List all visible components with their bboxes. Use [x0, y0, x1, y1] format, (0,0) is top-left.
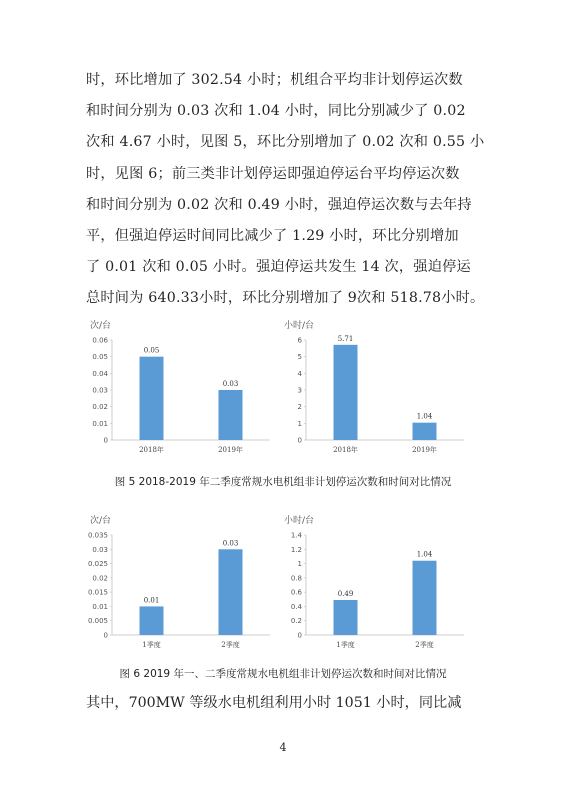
category-label: 2季度: [415, 641, 434, 649]
y-tick-label: 0.04: [92, 369, 108, 378]
chart-svg: [82, 513, 282, 663]
category-label: 2季度: [221, 641, 240, 649]
y-tick-label: 5: [297, 353, 302, 362]
y-tick-label: 6: [297, 336, 302, 345]
y-tick-label: 2: [297, 403, 302, 412]
unit-label: 小时/台: [284, 516, 315, 526]
data-label: 0.01: [143, 596, 160, 605]
chart-fig6-time: [276, 513, 476, 663]
figure6-caption: 图 6 2019 年一、二季度常规水电机组非计划停运次数和时间对比情况: [119, 668, 447, 680]
bar: [219, 549, 243, 635]
text-line: 总时间为 640.33小时，环比分别增加了 9次和 518.78小时。: [86, 290, 485, 307]
unit-label: 次/台: [90, 321, 112, 331]
category-label: 2018年: [139, 446, 164, 454]
y-tick-label: 0.01: [92, 419, 108, 428]
y-tick-label: 0.6: [290, 588, 302, 597]
chart-svg: [276, 318, 476, 468]
y-tick-label: 0.06: [92, 336, 108, 345]
bar: [334, 345, 358, 440]
y-tick-label: 0.03: [92, 386, 108, 395]
data-label: 0.05: [143, 346, 160, 355]
y-tick-label: 0.01: [92, 602, 108, 611]
text-line: 次和 4.67 小时，见图 5，环比分别增加了 0.02 次和 0.55 小: [86, 134, 485, 151]
y-tick-label: 0.8: [290, 574, 302, 583]
y-tick-label: 0.05: [92, 353, 108, 362]
bar: [140, 357, 164, 440]
page-number: 4: [279, 741, 287, 754]
y-tick-label: 0.03: [92, 545, 108, 554]
y-tick-label: 0.4: [290, 602, 302, 611]
y-tick-label: 0: [297, 436, 302, 445]
category-label: 1季度: [336, 641, 355, 649]
category-label: 2018年: [333, 446, 358, 454]
data-label: 1.04: [416, 550, 433, 559]
y-tick-label: 0: [297, 631, 302, 640]
bar: [413, 423, 437, 440]
chart-fig6-count: [82, 513, 282, 663]
y-tick-label: 3: [297, 386, 302, 395]
bar: [140, 606, 164, 635]
text-line: 和时间分别为 0.02 次和 0.49 小时，强迫停运次数与去年持: [86, 196, 472, 213]
unit-label: 小时/台: [284, 321, 315, 331]
body-paragraph: [86, 65, 486, 315]
bar: [219, 390, 243, 440]
text-line: 时，环比增加了 302.54 小时；机组合平均非计划停运次数: [86, 72, 463, 88]
text-line: 了 0.01 次和 0.05 小时。强迫停运共发生 14 次，强迫停运: [86, 259, 471, 276]
y-tick-label: 0.025: [87, 560, 108, 569]
y-tick-label: 0.02: [92, 574, 108, 583]
bar: [334, 600, 358, 635]
y-tick-label: 0.015: [87, 588, 108, 597]
y-tick-label: 0.035: [87, 531, 108, 540]
y-tick-label: 0.2: [290, 617, 302, 626]
data-label: 0.03: [222, 380, 239, 388]
y-tick-label: 0.02: [92, 403, 108, 412]
y-tick-label: 0: [103, 436, 108, 445]
data-label: 5.71: [337, 334, 354, 343]
y-tick-label: 1.4: [290, 531, 302, 540]
y-tick-label: 0.005: [87, 617, 108, 626]
figure5-caption: 图 5 2018-2019 年二季度常规水电机组非计划停运次数和时间对比情况: [114, 476, 452, 488]
category-label: 1季度: [142, 641, 161, 649]
y-tick-label: 1: [297, 560, 302, 569]
y-tick-label: 4: [297, 369, 302, 378]
chart-fig5-time: [276, 318, 476, 468]
text-line: 平，但强迫停运时间同比减少了 1.29 小时，环比分别增加: [86, 228, 459, 245]
y-tick-label: 1.2: [290, 545, 302, 554]
bar: [413, 561, 437, 635]
data-label: 0.49: [337, 590, 354, 598]
category-label: 2019年: [218, 446, 243, 454]
body-paragraph-end: 其中，700MW 等级水电机组利用小时 1051 小时，同比减: [86, 695, 462, 711]
y-tick-label: 1: [297, 419, 302, 428]
category-label: 2019年: [412, 446, 437, 454]
chart-fig5-count: [82, 318, 282, 468]
text-line: 时，见图 6；前三类非计划停运即强迫停运台平均停运次数: [86, 165, 460, 182]
chart-svg: [82, 318, 282, 468]
y-tick-label: 0: [103, 631, 108, 640]
chart-svg: [276, 513, 476, 663]
unit-label: 次/台: [90, 516, 112, 526]
data-label: 0.03: [222, 539, 239, 548]
data-label: 1.04: [416, 412, 433, 421]
text-line: 和时间分别为 0.03 次和 1.04 小时，同比分别减少了 0.02: [86, 103, 466, 120]
